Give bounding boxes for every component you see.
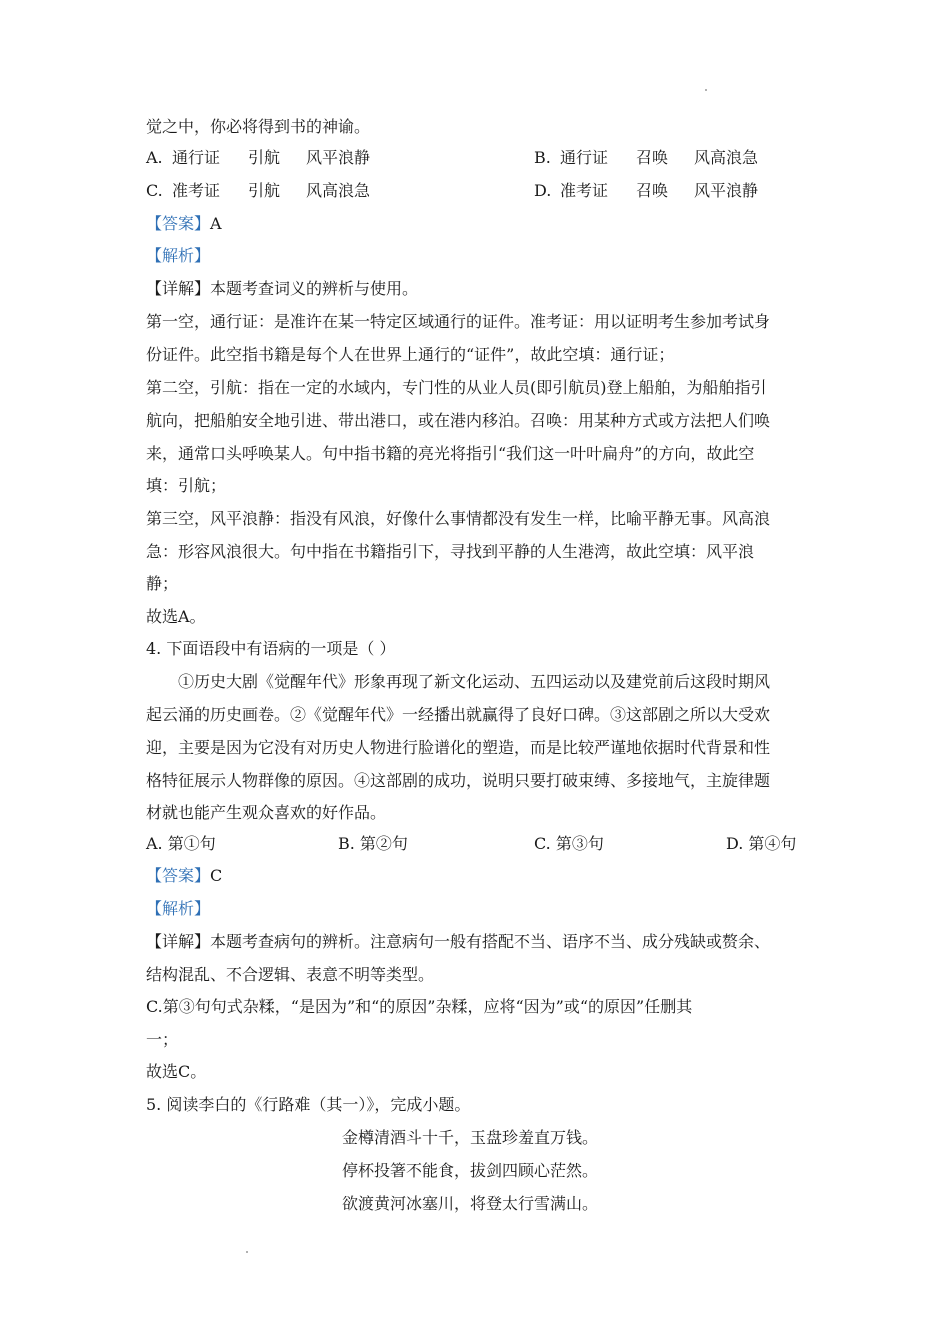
q4-passage-line: ①历史大剧《觉醒年代》形象再现了新文化运动、五四运动以及建党前后这段时期风 [178, 672, 771, 691]
q3-detail-line: 第二空，引航：指在一定的水域内，专门性的从业人员(即引航员)登上船舶，为船舶指引 [146, 378, 767, 397]
q3-detail-line: 填：引航； [146, 476, 227, 495]
page-mark [246, 1251, 248, 1253]
option-a: A. 通行证 引航 风平浪静 [146, 148, 371, 167]
q4-option-b: B. 第②句 [338, 834, 408, 853]
page-mark [705, 89, 707, 91]
q4-passage-line: 材就也能产生观众喜欢的好作品。 [146, 803, 387, 822]
q3-detail-intro: 【详解】本题考查词义的辨析与使用。 [146, 279, 419, 298]
poem-line: 欲渡黄河冰塞川，将登太行雪满山。 [342, 1194, 599, 1213]
q4-option-a: A. 第①句 [146, 834, 216, 853]
q4-detail-line: 结构混乱、不合逻辑、表意不明等类型。 [146, 965, 435, 984]
q3-detail-line: 第一空，通行证：是准许在某一特定区域通行的证件。准考证：用以证明考生参加考试身 [146, 312, 771, 331]
q4-passage-line: 起云涌的历史画卷。②《觉醒年代》一经播出就赢得了良好口碑。③这部剧之所以大受欢 [146, 705, 771, 724]
q4-analysis-tag: 【解析】 [146, 899, 211, 918]
q4-detail-line: 故选C。 [146, 1062, 207, 1081]
q4-detail-line: 【详解】本题考查病句的辨析。注意病句一般有搭配不当、语序不当、成分残缺或赘余、 [146, 932, 771, 951]
q3-analysis-tag: 【解析】 [146, 246, 211, 265]
q4-option-c: C. 第③句 [534, 834, 604, 853]
q4-detail-line: 一； [146, 1030, 179, 1049]
q3-detail-line: 故选A。 [146, 607, 206, 626]
q3-detail-line: 来，通常口头呼唤某人。句中指书籍的亮光将指引“我们这一叶叶扁舟”的方向，故此空 [146, 444, 755, 463]
q4-passage-line: 迎，主要是因为它没有对历史人物进行脸谱化的塑造，而是比较严谨地依据时代背景和性 [146, 738, 771, 757]
poem-line: 停杯投箸不能食，拔剑四顾心茫然。 [342, 1161, 599, 1180]
q3-detail-line: 急：形容风浪很大。句中指在书籍指引下，寻找到平静的人生港湾，故此空填：风平浪 [146, 542, 755, 561]
q3-answer: 【答案】A [146, 214, 222, 233]
option-b: B. 通行证 召唤 风高浪急 [534, 148, 759, 167]
q4-detail-line: C.第③句句式杂糅，“是因为”和“的原因”杂糅，应将“因为”或“的原因”任删其 [146, 997, 693, 1016]
poem-line: 金樽清酒斗十千，玉盘珍羞直万钱。 [342, 1128, 599, 1147]
q4-passage-line: 格特征展示人物群像的原因。④这部剧的成功，说明只要打破束缚、多接地气，主旋律题 [146, 771, 771, 790]
q5-stem: 5. 阅读李白的《行路难（其一）》，完成小题。 [146, 1095, 471, 1114]
q4-option-d: D. 第④句 [726, 834, 797, 853]
option-d: D. 准考证 召唤 风平浪静 [534, 181, 759, 200]
q4-answer: 【答案】C [146, 866, 223, 885]
q3-detail-line: 份证件。此空指书籍是每个人在世界上通行的“证件”，故此空填：通行证； [146, 345, 675, 364]
q3-detail-line: 航向，把船舶安全地引进、带出港口，或在港内移泊。召唤：用某种方式或方法把人们唤 [146, 411, 771, 430]
top-line: 觉之中，你必将得到书的神谕。 [146, 117, 371, 136]
q4-stem: 4. 下面语段中有语病的一项是（ ） [146, 639, 396, 658]
q3-detail-line: 第三空，风平浪静：指没有风浪，好像什么事情都没有发生一样，比喻平静无事。风高浪 [146, 509, 771, 528]
option-c: C. 准考证 引航 风高浪急 [146, 181, 371, 200]
q3-detail-line: 静； [146, 574, 179, 593]
